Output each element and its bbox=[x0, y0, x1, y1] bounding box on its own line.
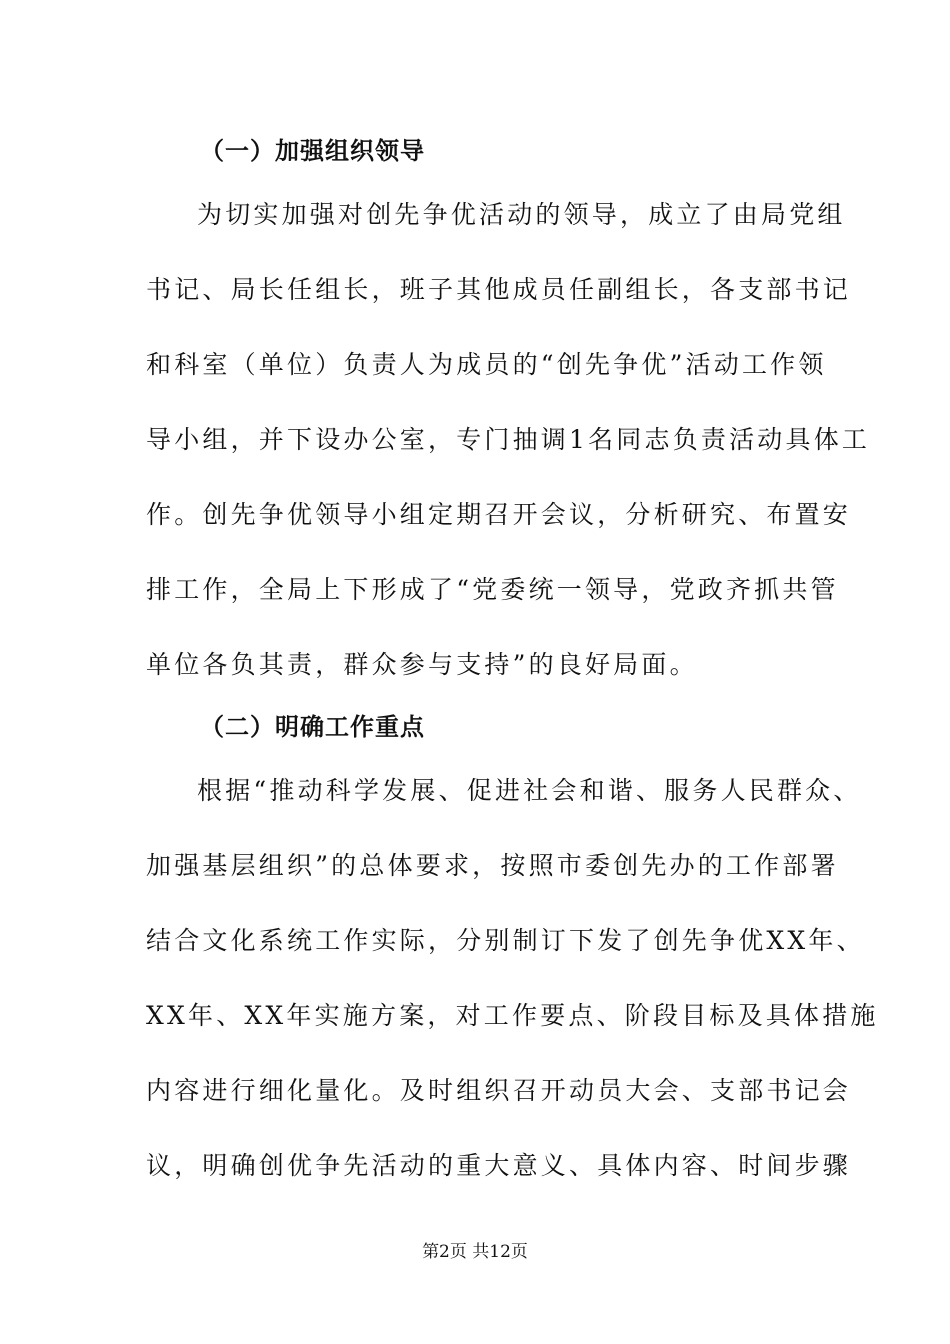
page-footer: 第2页 共12页 bbox=[422, 1242, 528, 1262]
paragraph-line: 内容进行细化量化。及时组织召开动员大会、支部书记会 bbox=[146, 1076, 852, 1105]
paragraph-line: 单位各负其责，群众参与支持”的良好局面。 bbox=[146, 650, 698, 679]
paragraph-line: 排工作，全局上下形成了“党委统一领导，党政齐抓共管 bbox=[146, 575, 839, 604]
paragraph-line: 根据“推动科学发展、促进社会和谐、服务人民群众、 bbox=[197, 776, 862, 805]
section-heading-2: （二）明确工作重点 bbox=[200, 713, 425, 741]
paragraph-line: XX年、XX年实施方案，对工作要点、阶段目标及具体措施 bbox=[146, 1001, 879, 1030]
paragraph-line: 和科室（单位）负责人为成员的“创先争优”活动工作领 bbox=[146, 350, 827, 379]
paragraph-line: 结合文化系统工作实际，分别制订下发了创先争优XX年、 bbox=[146, 926, 865, 955]
paragraph-line: 加强基层组织”的总体要求，按照市委创先办的工作部署 bbox=[146, 851, 839, 880]
paragraph-line: 为切实加强对创先争优活动的领导，成立了由局党组 bbox=[197, 200, 846, 229]
paragraph-line: 议，明确创优争先活动的重大意义、具体内容、时间步骤 bbox=[146, 1151, 852, 1180]
paragraph-line: 作。创先争优领导小组定期召开会议，分析研究、布置安 bbox=[146, 500, 852, 529]
paragraph-line: 书记、局长任组长，班子其他成员任副组长，各支部书记 bbox=[146, 275, 852, 304]
paragraph-line: 导小组，并下设办公室，专门抽调1名同志负责活动具体工 bbox=[146, 425, 871, 454]
section-heading-1: （一）加强组织领导 bbox=[200, 137, 425, 165]
